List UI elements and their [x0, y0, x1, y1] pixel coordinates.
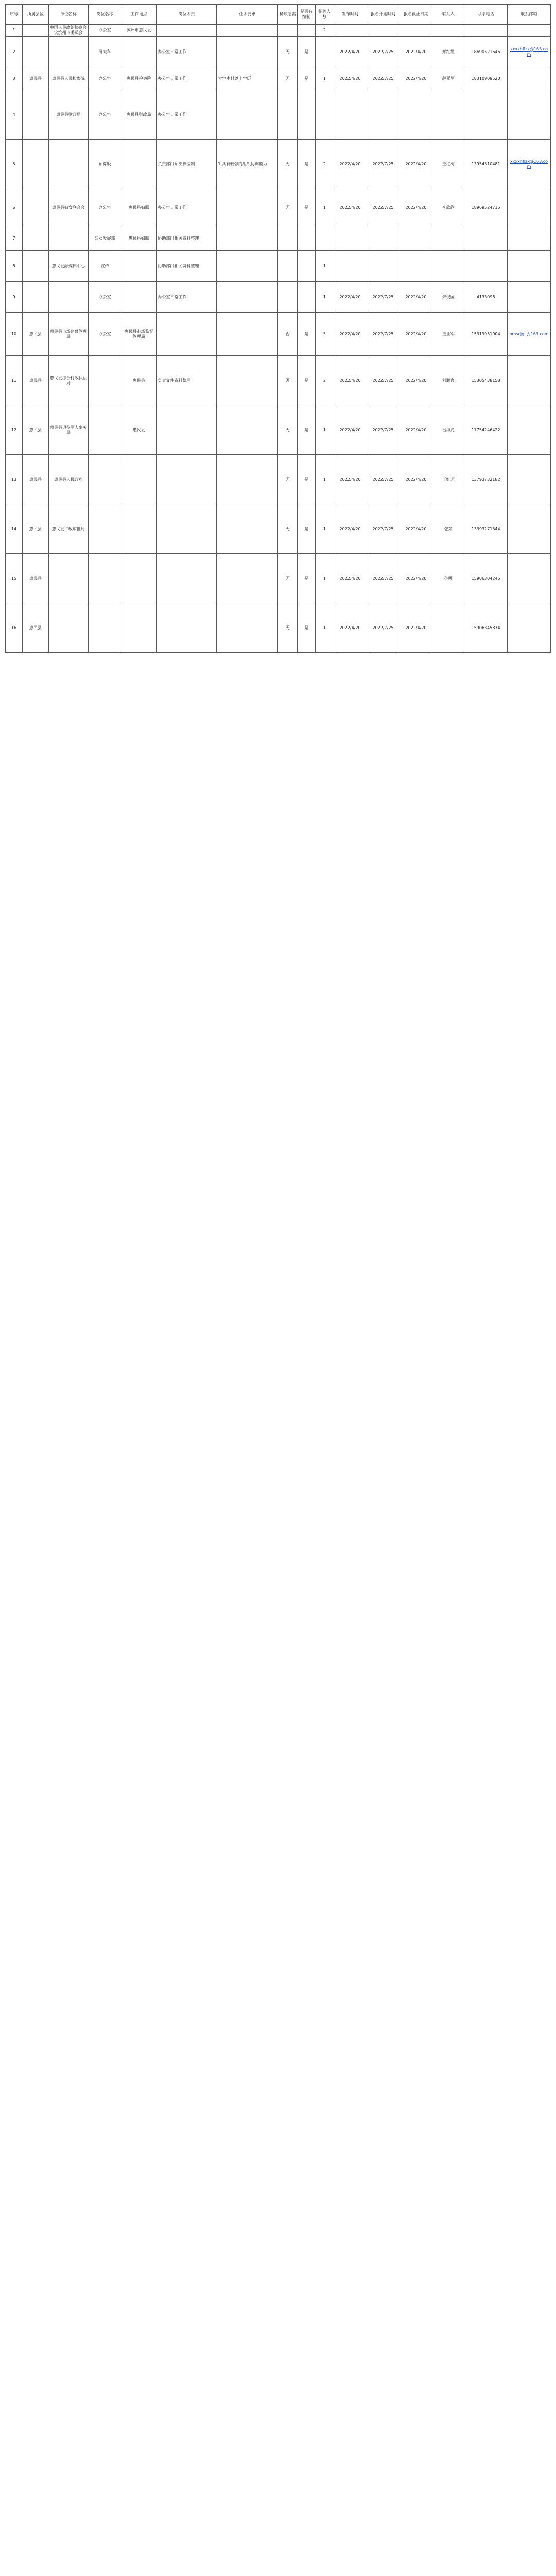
signup-end-cell [399, 90, 432, 140]
contact-email-cell [508, 90, 551, 140]
contact-email-cell [508, 226, 551, 251]
post-name-cell [89, 504, 121, 554]
has-bianzhi-cell [297, 226, 315, 251]
publish-date-cell [334, 226, 367, 251]
unit-name-cell [48, 226, 88, 251]
publish-date-cell: 2022/4/20 [334, 405, 367, 455]
has-bianzhi-cell: 是 [297, 554, 315, 603]
table-row [6, 226, 551, 251]
table-row [6, 405, 551, 455]
hire-count-cell [316, 90, 334, 140]
scarce-cell [278, 282, 298, 313]
county-cell: 惠民县 [23, 603, 49, 653]
table-row [6, 282, 551, 313]
table-row [6, 455, 551, 504]
signup-end-cell: 2022/4/20 [399, 37, 432, 67]
publish-date-cell: 2022/4/20 [334, 37, 367, 67]
table-row [6, 67, 551, 90]
county-cell [23, 140, 49, 189]
county-cell: 惠民县 [23, 504, 49, 554]
unit-name-cell [48, 554, 88, 603]
hire-count-cell: 1 [316, 67, 334, 90]
contact-person-cell [432, 603, 464, 653]
header-cell: 岗位职责 [157, 5, 217, 25]
signup-start-cell [367, 226, 399, 251]
county-cell: 惠民县 [23, 554, 49, 603]
work-place-cell [121, 251, 157, 282]
has-bianzhi-cell: 是 [297, 140, 315, 189]
scarce-cell: 无 [278, 37, 298, 67]
serial-number-cell: 10 [6, 313, 23, 356]
contact-person-cell: 王亚军 [432, 313, 464, 356]
scarce-cell: 否 [278, 313, 298, 356]
serial-number-cell: 6 [6, 189, 23, 226]
contact-email-cell: hmscjglj@163.com [508, 313, 551, 356]
header-cell: 序号 [6, 5, 23, 25]
contact-email-cell: xxxxhflzx@163.com [508, 37, 551, 67]
publish-date-cell [334, 90, 367, 140]
unit-name-cell: 惠民县市场监督管理局 [48, 313, 88, 356]
post-duties-cell [157, 313, 217, 356]
contact-person-cell: 张东 [432, 504, 464, 554]
header-cell: 所属县区 [23, 5, 49, 25]
post-duties-cell: 办公室日常工作 [157, 189, 217, 226]
signup-start-cell: 2022/7/25 [367, 554, 399, 603]
contact-email-cell [508, 405, 551, 455]
hire-count-cell: 1 [316, 504, 334, 554]
post-duties-cell: 负责部门预决算编制 [157, 140, 217, 189]
unit-name-cell: 惠民县妇女联合会 [48, 189, 88, 226]
contact-phone-cell: 13793732182 [464, 455, 508, 504]
requirements-cell [217, 90, 278, 140]
table-row [6, 37, 551, 67]
has-bianzhi-cell: 是 [297, 504, 315, 554]
post-duties-cell [157, 504, 217, 554]
hire-count-cell: 1 [316, 251, 334, 282]
contact-person-cell: 孙明 [432, 554, 464, 603]
signup-end-cell: 2022/4/20 [399, 554, 432, 603]
scarce-cell [278, 226, 298, 251]
serial-number-cell: 9 [6, 282, 23, 313]
scarce-cell: 否 [278, 356, 298, 405]
post-name-cell [89, 455, 121, 504]
table-row [6, 554, 551, 603]
serial-number-cell: 8 [6, 251, 23, 282]
header-cell: 招聘人数 [316, 5, 334, 25]
has-bianzhi-cell: 是 [297, 37, 315, 67]
has-bianzhi-cell: 是 [297, 67, 315, 90]
post-duties-cell: 协助部门相关资料整理 [157, 251, 217, 282]
requirements-cell [217, 554, 278, 603]
signup-start-cell: 2022/7/25 [367, 140, 399, 189]
signup-start-cell: 2022/7/25 [367, 67, 399, 90]
publish-date-cell: 2022/4/20 [334, 504, 367, 554]
publish-date-cell: 2022/4/20 [334, 313, 367, 356]
hire-count-cell: 1 [316, 282, 334, 313]
scarce-cell: 无 [278, 455, 298, 504]
work-place-cell: 惠民县财政局 [121, 90, 157, 140]
hire-count-cell: 1 [316, 603, 334, 653]
contact-email-cell [508, 603, 551, 653]
contact-email-cell [508, 25, 551, 37]
has-bianzhi-cell: 是 [297, 189, 315, 226]
requirements-cell [217, 25, 278, 37]
header-cell: 报名开始时间 [367, 5, 399, 25]
has-bianzhi-cell [297, 282, 315, 313]
unit-name-cell: 惠民县综合行政执法局 [48, 356, 88, 405]
requirements-cell [217, 504, 278, 554]
county-cell: 惠民县 [23, 356, 49, 405]
requirements-cell [217, 189, 278, 226]
contact-email-cell [508, 356, 551, 405]
recruitment-table [5, 4, 551, 653]
contact-phone-cell: 18310909520 [464, 67, 508, 90]
has-bianzhi-cell: 是 [297, 313, 315, 356]
signup-end-cell: 2022/4/20 [399, 504, 432, 554]
table-row [6, 313, 551, 356]
post-name-cell: 办公室 [89, 67, 121, 90]
post-name-cell: 办公室 [89, 90, 121, 140]
signup-start-cell: 2022/7/25 [367, 603, 399, 653]
signup-start-cell: 2022/7/25 [367, 282, 399, 313]
post-name-cell: 妇女发展部 [89, 226, 121, 251]
requirements-cell [217, 356, 278, 405]
requirements-cell [217, 226, 278, 251]
county-cell [23, 90, 49, 140]
publish-date-cell: 2022/4/20 [334, 455, 367, 504]
publish-date-cell [334, 25, 367, 37]
signup-start-cell: 2022/7/25 [367, 356, 399, 405]
scarce-cell [278, 25, 298, 37]
contact-person-cell: 朱俊国 [432, 282, 464, 313]
signup-end-cell: 2022/4/20 [399, 405, 432, 455]
scarce-cell: 无 [278, 67, 298, 90]
unit-name-cell [48, 37, 88, 67]
post-name-cell [89, 554, 121, 603]
work-place-cell [121, 603, 157, 653]
contact-phone-cell: 15906345874 [464, 603, 508, 653]
signup-start-cell: 2022/7/25 [367, 313, 399, 356]
has-bianzhi-cell [297, 90, 315, 140]
contact-phone-cell [464, 251, 508, 282]
hire-count-cell [316, 37, 334, 67]
table-row [6, 189, 551, 226]
signup-end-cell: 2022/4/20 [399, 455, 432, 504]
unit-name-cell [48, 282, 88, 313]
contact-person-cell: 薛亚军 [432, 67, 464, 90]
county-cell [23, 25, 49, 37]
contact-email-cell [508, 554, 551, 603]
hire-count-cell: 1 [316, 189, 334, 226]
requirements-cell: 大学本科以上学历 [217, 67, 278, 90]
requirements-cell [217, 455, 278, 504]
post-duties-cell: 办公室日常工作 [157, 282, 217, 313]
contact-email-cell [508, 251, 551, 282]
requirements-cell [217, 37, 278, 67]
contact-person-cell [432, 90, 464, 140]
contact-phone-cell: 4133096 [464, 282, 508, 313]
post-name-cell: 研究科 [89, 37, 121, 67]
header-cell: 工作地点 [121, 5, 157, 25]
work-place-cell [121, 140, 157, 189]
contact-phone-cell: 18969524715 [464, 189, 508, 226]
requirements-cell [217, 405, 278, 455]
signup-end-cell: 2022/4/20 [399, 603, 432, 653]
requirements-cell [217, 313, 278, 356]
unit-name-cell: 惠民县人民检察院 [48, 67, 88, 90]
table-row [6, 504, 551, 554]
post-name-cell: 预算股 [89, 140, 121, 189]
serial-number-cell: 2 [6, 37, 23, 67]
serial-number-cell: 16 [6, 603, 23, 653]
work-place-cell: 惠民县妇联 [121, 189, 157, 226]
signup-end-cell: 2022/4/20 [399, 67, 432, 90]
county-cell [23, 189, 49, 226]
work-place-cell: 惠民县妇联 [121, 226, 157, 251]
work-place-cell: 惠民县检察院 [121, 67, 157, 90]
table-body [6, 25, 551, 653]
requirements-cell [217, 251, 278, 282]
contact-phone-cell: 15319951904 [464, 313, 508, 356]
post-duties-cell: 办公室日常工作 [157, 37, 217, 67]
table-row [6, 140, 551, 189]
has-bianzhi-cell: 是 [297, 356, 315, 405]
serial-number-cell: 12 [6, 405, 23, 455]
post-name-cell [89, 603, 121, 653]
unit-name-cell: 惠民县财政局 [48, 90, 88, 140]
requirements-cell [217, 282, 278, 313]
header-cell: 联系邮箱 [508, 5, 551, 25]
signup-start-cell: 2022/7/25 [367, 405, 399, 455]
work-place-cell: 惠民县 [121, 405, 157, 455]
publish-date-cell: 2022/4/20 [334, 189, 367, 226]
serial-number-cell: 11 [6, 356, 23, 405]
work-place-cell: 滨州市惠民县 [121, 25, 157, 37]
hire-count-cell [316, 226, 334, 251]
work-place-cell [121, 554, 157, 603]
contact-email-cell [508, 67, 551, 90]
publish-date-cell: 2022/4/20 [334, 603, 367, 653]
contact-email-cell [508, 189, 551, 226]
publish-date-cell: 2022/4/20 [334, 554, 367, 603]
hire-count-cell: 1 [316, 405, 334, 455]
county-cell: 惠民县 [23, 67, 49, 90]
serial-number-cell: 3 [6, 67, 23, 90]
publish-date-cell: 2022/4/20 [334, 356, 367, 405]
table-header-row [6, 5, 551, 25]
table-row [6, 25, 551, 37]
contact-person-cell: 李欣欣 [432, 189, 464, 226]
contact-person-cell: 刘鹏鑫 [432, 356, 464, 405]
serial-number-cell: 13 [6, 455, 23, 504]
post-duties-cell [157, 554, 217, 603]
work-place-cell [121, 504, 157, 554]
header-cell: 是否有编制 [297, 5, 315, 25]
publish-date-cell: 2022/4/20 [334, 140, 367, 189]
post-name-cell: 宣传 [89, 251, 121, 282]
hire-count-cell: 2 [316, 25, 334, 37]
scarce-cell: 无 [278, 554, 298, 603]
serial-number-cell: 7 [6, 226, 23, 251]
post-duties-cell: 办公室日常工作 [157, 90, 217, 140]
county-cell [23, 282, 49, 313]
work-place-cell [121, 37, 157, 67]
signup-end-cell: 2022/4/20 [399, 140, 432, 189]
table-row [6, 603, 551, 653]
scarce-cell: 无 [278, 189, 298, 226]
header-cell: 联系人 [432, 5, 464, 25]
has-bianzhi-cell: 是 [297, 603, 315, 653]
hire-count-cell: 1 [316, 455, 334, 504]
contact-phone-cell: 18690521646 [464, 37, 508, 67]
unit-name-cell: 惠民县退役军人事务局 [48, 405, 88, 455]
hire-count-cell: 2 [316, 356, 334, 405]
contact-person-cell: 吕海龙 [432, 405, 464, 455]
signup-end-cell [399, 25, 432, 37]
hire-count-cell: 5 [316, 313, 334, 356]
requirements-cell: 1.具有较强的组织协调能力 [217, 140, 278, 189]
has-bianzhi-cell: 是 [297, 455, 315, 504]
work-place-cell: 惠民县市场监督管理局 [121, 313, 157, 356]
post-duties-cell [157, 405, 217, 455]
contact-phone-cell [464, 25, 508, 37]
county-cell [23, 37, 49, 67]
unit-name-cell: 惠民县融媒体中心 [48, 251, 88, 282]
post-name-cell: 办公室 [89, 189, 121, 226]
signup-end-cell: 2022/4/20 [399, 282, 432, 313]
scarce-cell [278, 251, 298, 282]
contact-phone-cell: 15906304245 [464, 554, 508, 603]
contact-person-cell: 郑红霞 [432, 37, 464, 67]
contact-person-cell [432, 25, 464, 37]
work-place-cell [121, 455, 157, 504]
unit-name-cell [48, 603, 88, 653]
unit-name-cell: 惠民县人民政府 [48, 455, 88, 504]
county-cell: 惠民县 [23, 455, 49, 504]
contact-email-cell [508, 455, 551, 504]
scarce-cell: 无 [278, 504, 298, 554]
signup-end-cell: 2022/4/20 [399, 189, 432, 226]
contact-email-cell [508, 282, 551, 313]
header-cell: 岗位名称 [89, 5, 121, 25]
signup-start-cell: 2022/7/25 [367, 504, 399, 554]
post-name-cell: 办公室 [89, 25, 121, 37]
contact-email-cell: xxxxhflzx@163.com [508, 140, 551, 189]
hire-count-cell: 2 [316, 140, 334, 189]
unit-name-cell: 惠民县行政审批局 [48, 504, 88, 554]
requirements-cell [217, 603, 278, 653]
contact-phone-cell: 13393271344 [464, 504, 508, 554]
contact-person-cell [432, 226, 464, 251]
header-cell: 发布时间 [334, 5, 367, 25]
work-place-cell: 惠民县 [121, 356, 157, 405]
contact-person-cell: 王红梅 [432, 140, 464, 189]
county-cell: 惠民县 [23, 313, 49, 356]
serial-number-cell: 14 [6, 504, 23, 554]
unit-name-cell: 中国人民政治协商会议滨州市委员会 [48, 25, 88, 37]
post-duties-cell [157, 455, 217, 504]
serial-number-cell: 1 [6, 25, 23, 37]
scarce-cell [278, 90, 298, 140]
contact-phone-cell [464, 226, 508, 251]
contact-phone-cell: 13954310481 [464, 140, 508, 189]
serial-number-cell: 4 [6, 90, 23, 140]
post-duties-cell: 负责文件资料整理 [157, 356, 217, 405]
serial-number-cell: 5 [6, 140, 23, 189]
contact-phone-cell [464, 90, 508, 140]
signup-end-cell [399, 226, 432, 251]
contact-phone-cell: 15305438158 [464, 356, 508, 405]
scarce-cell: 无 [278, 140, 298, 189]
signup-start-cell: 2022/7/25 [367, 37, 399, 67]
unit-name-cell [48, 140, 88, 189]
scarce-cell: 无 [278, 405, 298, 455]
publish-date-cell: 2022/4/20 [334, 282, 367, 313]
table-row [6, 356, 551, 405]
has-bianzhi-cell: 是 [297, 405, 315, 455]
hire-count-cell: 1 [316, 554, 334, 603]
scarce-cell: 无 [278, 603, 298, 653]
county-cell [23, 251, 49, 282]
county-cell: 惠民县 [23, 405, 49, 455]
contact-email-cell [508, 504, 551, 554]
post-duties-cell [157, 603, 217, 653]
post-name-cell [89, 356, 121, 405]
publish-date-cell [334, 251, 367, 282]
signup-end-cell: 2022/4/20 [399, 356, 432, 405]
contact-person-cell [432, 251, 464, 282]
post-name-cell: 办公室 [89, 313, 121, 356]
table-row [6, 90, 551, 140]
signup-end-cell: 2022/4/20 [399, 313, 432, 356]
post-name-cell: 办公室 [89, 282, 121, 313]
header-cell: 任职要求 [217, 5, 278, 25]
table-row [6, 251, 551, 282]
serial-number-cell: 15 [6, 554, 23, 603]
has-bianzhi-cell [297, 25, 315, 37]
signup-end-cell [399, 251, 432, 282]
post-duties-cell [157, 25, 217, 37]
signup-start-cell: 2022/7/25 [367, 455, 399, 504]
post-name-cell [89, 405, 121, 455]
signup-start-cell: 2022/7/25 [367, 189, 399, 226]
post-duties-cell: 办公室日常工作 [157, 67, 217, 90]
header-cell: 稀缺急需 [278, 5, 298, 25]
work-place-cell [121, 282, 157, 313]
signup-start-cell [367, 90, 399, 140]
signup-start-cell [367, 25, 399, 37]
contact-phone-cell: 17754246422 [464, 405, 508, 455]
contact-person-cell: 王红运 [432, 455, 464, 504]
publish-date-cell: 2022/4/20 [334, 67, 367, 90]
signup-start-cell [367, 251, 399, 282]
header-cell: 单位名称 [48, 5, 88, 25]
header-cell: 联系电话 [464, 5, 508, 25]
county-cell [23, 226, 49, 251]
has-bianzhi-cell [297, 251, 315, 282]
header-cell: 报名截止日期 [399, 5, 432, 25]
post-duties-cell: 协助部门相关资料整理 [157, 226, 217, 251]
